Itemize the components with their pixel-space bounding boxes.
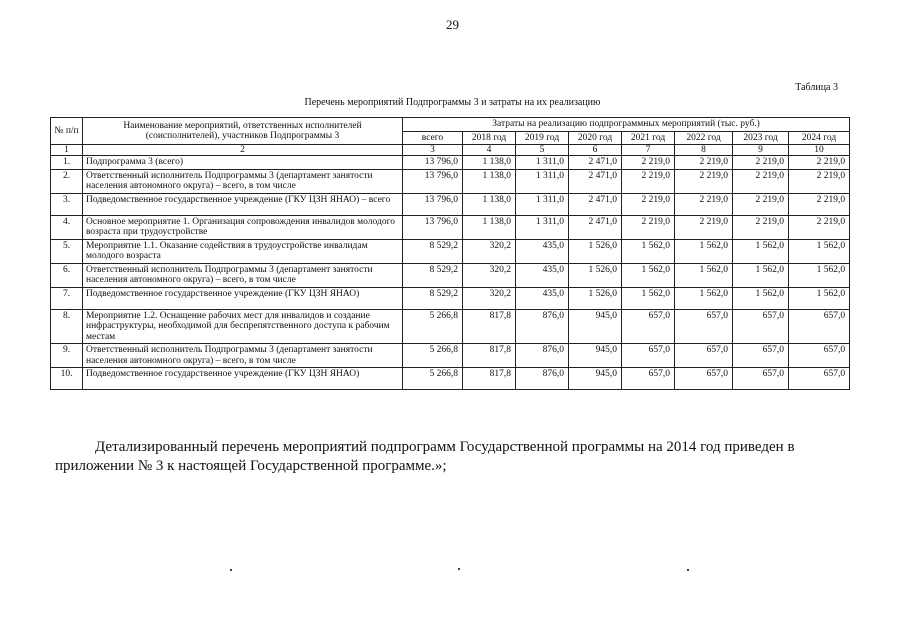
cost-cell: 435,0 <box>516 263 569 287</box>
header-year-2024: 2024 год <box>789 131 850 145</box>
cost-cell: 1 562,0 <box>622 239 675 263</box>
column-number: 2 <box>83 145 403 156</box>
table-row <box>51 193 850 215</box>
cost-cell: 2 219,0 <box>675 156 733 170</box>
cost-cell: 657,0 <box>675 368 733 390</box>
header-costs: Затраты на реализацию подпрограммных мероприятий (тыс. руб.) <box>403 118 850 132</box>
cost-cell: 5 266,8 <box>403 344 463 368</box>
cost-cell: 8 529,2 <box>403 263 463 287</box>
cost-cell: 2 471,0 <box>569 193 622 215</box>
row-name: Подведомственное государственное учреждение (ГКУ ЦЗН ЯНАО) – всего <box>83 193 403 215</box>
cost-cell: 1 562,0 <box>733 239 789 263</box>
cost-cell: 2 471,0 <box>569 215 622 239</box>
cost-cell: 2 219,0 <box>733 169 789 193</box>
row-name: Ответственный исполнитель Подпрограммы 3 (департамент занятости населения автономного округа) – всего, в том числе <box>83 169 403 193</box>
cost-cell: 1 526,0 <box>569 239 622 263</box>
table-row <box>51 344 850 368</box>
cost-cell: 1 526,0 <box>569 263 622 287</box>
cost-cell: 1 562,0 <box>675 287 733 309</box>
header-name: Наименование мероприятий, ответственных исполнителей (соисполнителей), участников Подпрограммы 3 <box>83 118 403 145</box>
cost-cell: 1 138,0 <box>463 215 516 239</box>
cost-cell: 2 471,0 <box>569 169 622 193</box>
cost-cell: 435,0 <box>516 287 569 309</box>
row-name: Ответственный исполнитель Подпрограммы 3 (департамент занятости населения автономного округа) – всего, в том числе <box>83 344 403 368</box>
table-row <box>51 215 850 239</box>
cost-cell: 657,0 <box>733 309 789 344</box>
table-row <box>51 309 850 344</box>
cost-cell: 13 796,0 <box>403 156 463 170</box>
table-title: Перечень мероприятий Подпрограммы 3 и затраты на их реализацию <box>304 97 601 108</box>
row-number: 3. <box>51 193 83 215</box>
cost-cell: 1 311,0 <box>516 193 569 215</box>
cost-cell: 320,2 <box>463 239 516 263</box>
row-name: Подведомственное государственное учреждение (ГКУ ЦЗН ЯНАО) <box>83 287 403 309</box>
cost-cell: 1 526,0 <box>569 287 622 309</box>
cost-cell: 13 796,0 <box>403 193 463 215</box>
cost-cell: 1 138,0 <box>463 156 516 170</box>
cost-cell: 1 138,0 <box>463 193 516 215</box>
table-row <box>51 287 850 309</box>
cost-cell: 1 562,0 <box>789 287 850 309</box>
cost-cell: 8 529,2 <box>403 287 463 309</box>
header-year-2019: 2019 год <box>516 131 569 145</box>
cost-cell: 1 562,0 <box>622 287 675 309</box>
cost-cell: 5 266,8 <box>403 309 463 344</box>
cost-cell: 1 562,0 <box>733 263 789 287</box>
column-number: 6 <box>569 145 622 156</box>
column-number: 1 <box>51 145 83 156</box>
row-name: Ответственный исполнитель Подпрограммы 3 (департамент занятости населения автономного округа) – всего, в том числе <box>83 263 403 287</box>
column-number: 9 <box>733 145 789 156</box>
row-name: Подведомственное государственное учреждение (ГКУ ЦЗН ЯНАО) <box>83 368 403 390</box>
cost-cell: 945,0 <box>569 309 622 344</box>
cost-cell: 657,0 <box>789 368 850 390</box>
cost-cell: 13 796,0 <box>403 215 463 239</box>
cost-cell: 1 562,0 <box>789 263 850 287</box>
cost-cell: 2 219,0 <box>622 156 675 170</box>
table-row <box>51 368 850 390</box>
cost-cell: 2 219,0 <box>789 169 850 193</box>
cost-cell: 657,0 <box>675 309 733 344</box>
cost-cell: 657,0 <box>733 344 789 368</box>
scan-dot <box>230 569 232 571</box>
table-body <box>51 156 850 390</box>
column-number-row <box>51 145 850 156</box>
cost-cell: 1 562,0 <box>733 287 789 309</box>
cost-cell: 657,0 <box>789 309 850 344</box>
cost-cell: 657,0 <box>675 344 733 368</box>
cost-cell: 2 219,0 <box>622 169 675 193</box>
cost-cell: 1 562,0 <box>675 263 733 287</box>
row-name: Подпрограмма 3 (всего) <box>83 156 403 170</box>
cost-cell: 1 311,0 <box>516 215 569 239</box>
page-number: 29 <box>446 17 459 32</box>
table-row <box>51 239 850 263</box>
row-number: 7. <box>51 287 83 309</box>
row-number: 5. <box>51 239 83 263</box>
cost-cell: 13 796,0 <box>403 169 463 193</box>
cost-cell: 320,2 <box>463 287 516 309</box>
header-year-2022: 2022 год <box>675 131 733 145</box>
table-row <box>51 263 850 287</box>
cost-cell: 657,0 <box>622 368 675 390</box>
cost-cell: 2 219,0 <box>675 193 733 215</box>
row-number: 6. <box>51 263 83 287</box>
row-number: 9. <box>51 344 83 368</box>
cost-cell: 320,2 <box>463 263 516 287</box>
cost-cell: 817,8 <box>463 344 516 368</box>
row-number: 10. <box>51 368 83 390</box>
cost-cell: 2 219,0 <box>675 169 733 193</box>
scan-marks <box>0 565 905 575</box>
cost-cell: 817,8 <box>463 368 516 390</box>
header-row-top <box>51 118 850 132</box>
row-number: 2. <box>51 169 83 193</box>
column-number: 3 <box>403 145 463 156</box>
cost-cell: 5 266,8 <box>403 368 463 390</box>
cost-cell: 2 219,0 <box>622 193 675 215</box>
cost-cell: 2 471,0 <box>569 156 622 170</box>
header-num: № п/п <box>51 118 83 145</box>
row-name: Основное мероприятие 1. Организация сопровождения инвалидов молодого возраста при трудоустройстве <box>83 215 403 239</box>
cost-cell: 657,0 <box>789 344 850 368</box>
cost-cell: 1 562,0 <box>675 239 733 263</box>
table-row <box>51 169 850 193</box>
cost-cell: 1 562,0 <box>622 263 675 287</box>
cost-cell: 876,0 <box>516 309 569 344</box>
header-year-2023: 2023 год <box>733 131 789 145</box>
cost-cell: 435,0 <box>516 239 569 263</box>
header-year-2018: 2018 год <box>463 131 516 145</box>
header-year-total: всего <box>403 131 463 145</box>
cost-cell: 2 219,0 <box>622 215 675 239</box>
row-name: Мероприятие 1.1. Оказание содействия в трудоустройстве инвалидам молодого возраста <box>83 239 403 263</box>
table-row <box>51 156 850 170</box>
header-year-2020: 2020 год <box>569 131 622 145</box>
scan-dot <box>458 568 460 570</box>
cost-cell: 2 219,0 <box>733 193 789 215</box>
scan-dot <box>687 569 689 571</box>
column-number: 7 <box>622 145 675 156</box>
cost-cell: 657,0 <box>733 368 789 390</box>
footnote-paragraph: Детализированный перечень мероприятий подпрограмм Государственной программы на 2014 год приведен в приложении № 3 к настоящей Государственной программе.»; <box>55 439 795 474</box>
cost-cell: 945,0 <box>569 368 622 390</box>
row-name: Мероприятие 1.2. Оснащение рабочих мест для инвалидов и создание инфраструктуры, необходимой для беспрепятственного доступа к рабочим местам <box>83 309 403 344</box>
cost-cell: 817,8 <box>463 309 516 344</box>
cost-cell: 945,0 <box>569 344 622 368</box>
column-number: 8 <box>675 145 733 156</box>
cost-cell: 2 219,0 <box>733 156 789 170</box>
row-number: 8. <box>51 309 83 344</box>
costs-table <box>50 117 850 390</box>
cost-cell: 1 562,0 <box>789 239 850 263</box>
column-number: 5 <box>516 145 569 156</box>
column-number: 4 <box>463 145 516 156</box>
cost-cell: 2 219,0 <box>789 156 850 170</box>
cost-cell: 876,0 <box>516 344 569 368</box>
table-label: Таблица 3 <box>795 82 838 93</box>
cost-cell: 1 311,0 <box>516 169 569 193</box>
cost-cell: 1 311,0 <box>516 156 569 170</box>
column-number: 10 <box>789 145 850 156</box>
cost-cell: 2 219,0 <box>675 215 733 239</box>
cost-cell: 657,0 <box>622 309 675 344</box>
cost-cell: 2 219,0 <box>789 215 850 239</box>
row-number: 4. <box>51 215 83 239</box>
cost-cell: 657,0 <box>622 344 675 368</box>
cost-cell: 2 219,0 <box>733 215 789 239</box>
cost-cell: 876,0 <box>516 368 569 390</box>
header-year-2021: 2021 год <box>622 131 675 145</box>
cost-cell: 2 219,0 <box>789 193 850 215</box>
cost-cell: 8 529,2 <box>403 239 463 263</box>
cost-cell: 1 138,0 <box>463 169 516 193</box>
row-number: 1. <box>51 156 83 170</box>
